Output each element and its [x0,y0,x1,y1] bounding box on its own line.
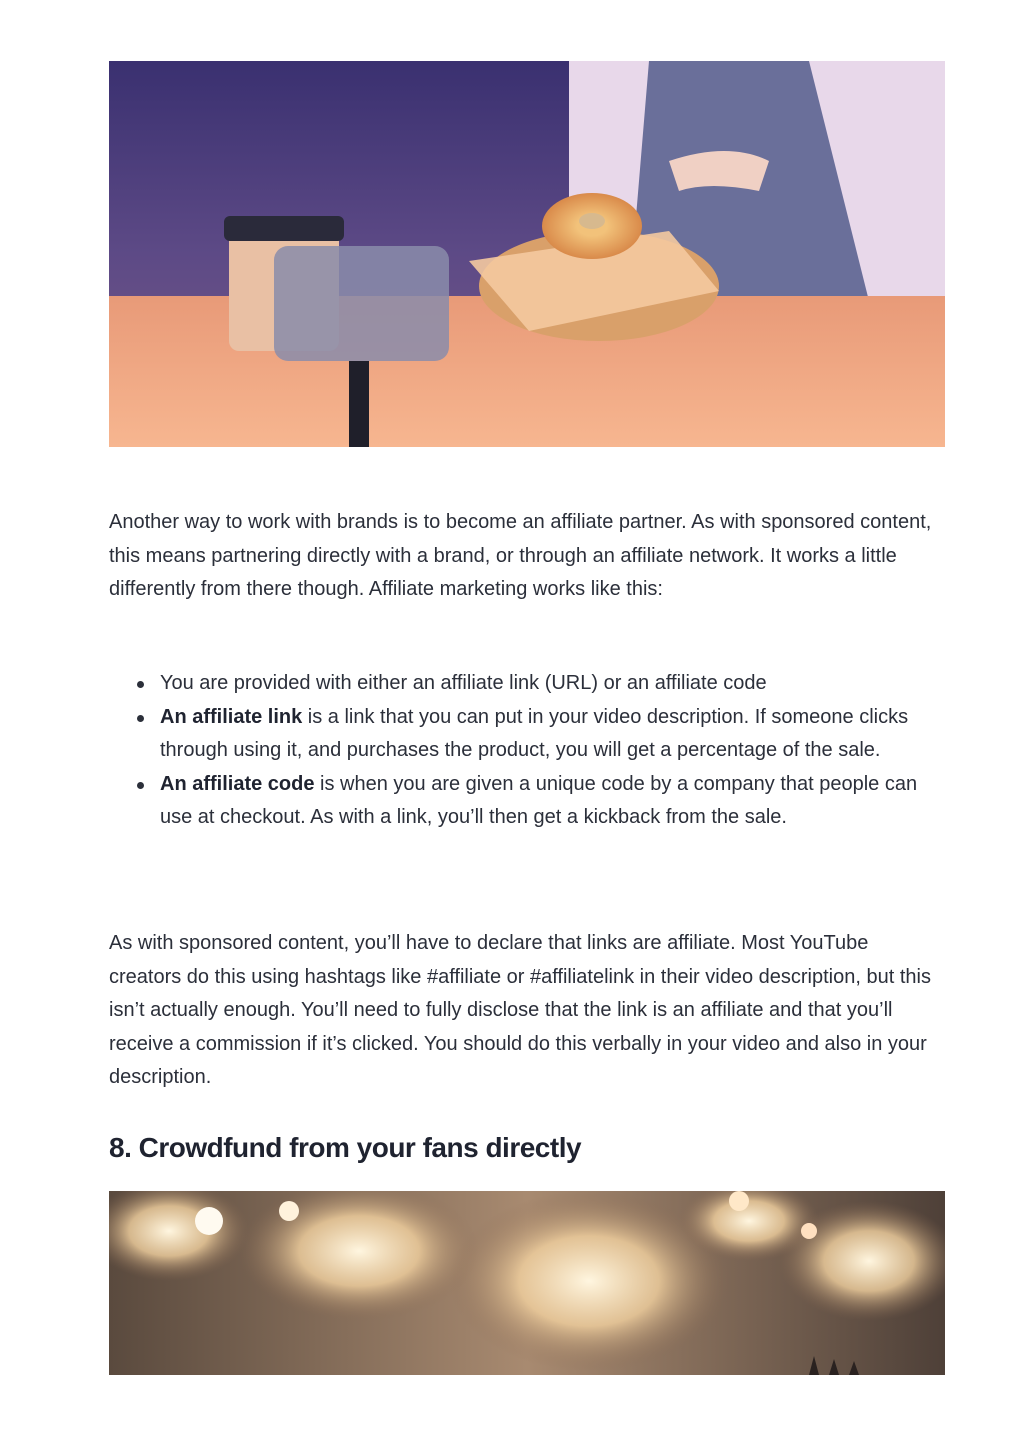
bullet-bold-label: An affiliate link [160,705,303,728]
list-item [109,701,945,768]
section-heading: 8. Crowdfund from your fans directly [109,1132,582,1163]
bullet-bold-label: An affiliate code [160,772,315,795]
affiliate-bullet-list [109,667,945,835]
intro-paragraph: Another way to work with brands is to become an affiliate partner. As with sponsored content, this means partnering directly with a brand, or through an affiliate network. It works a little differently from there though. Affiliate marketing works like this: [109,511,932,600]
disclosure-paragraph: As with sponsored content, you’ll have to declare that links are affiliate. Most YouTube creators do this using hashtags like #affiliate or #affiliatelink in their video description, but this isn’t actually enough. You’ll need to fully disclose that the link is an affiliate and that you’ll receive a commission if it’s clicked. You should do this verbally in your video and also in your description. [109,932,931,1088]
bullet-text: is a link that you can put in your video description. If someone clicks through using it, and purchases the product, you will get a percentage of the sale. [160,705,909,761]
list-item [109,667,945,701]
bullet-text: You are provided with either an affiliate link (URL) or an affiliate code [160,672,767,694]
bullet-dot-icon [137,681,144,688]
bullet-dot-icon [137,782,144,789]
concert-stage-lights-image [109,1191,945,1375]
list-item [109,768,945,835]
bullet-text: is when you are given a unique code by a company that people can use at checkout. As with a link, you’ll then get a kickback from the sale. [160,772,918,828]
bullet-dot-icon [137,715,144,722]
person-showing-donut-image [109,61,945,447]
hero-image [109,61,945,447]
bottom-image [109,1191,945,1375]
